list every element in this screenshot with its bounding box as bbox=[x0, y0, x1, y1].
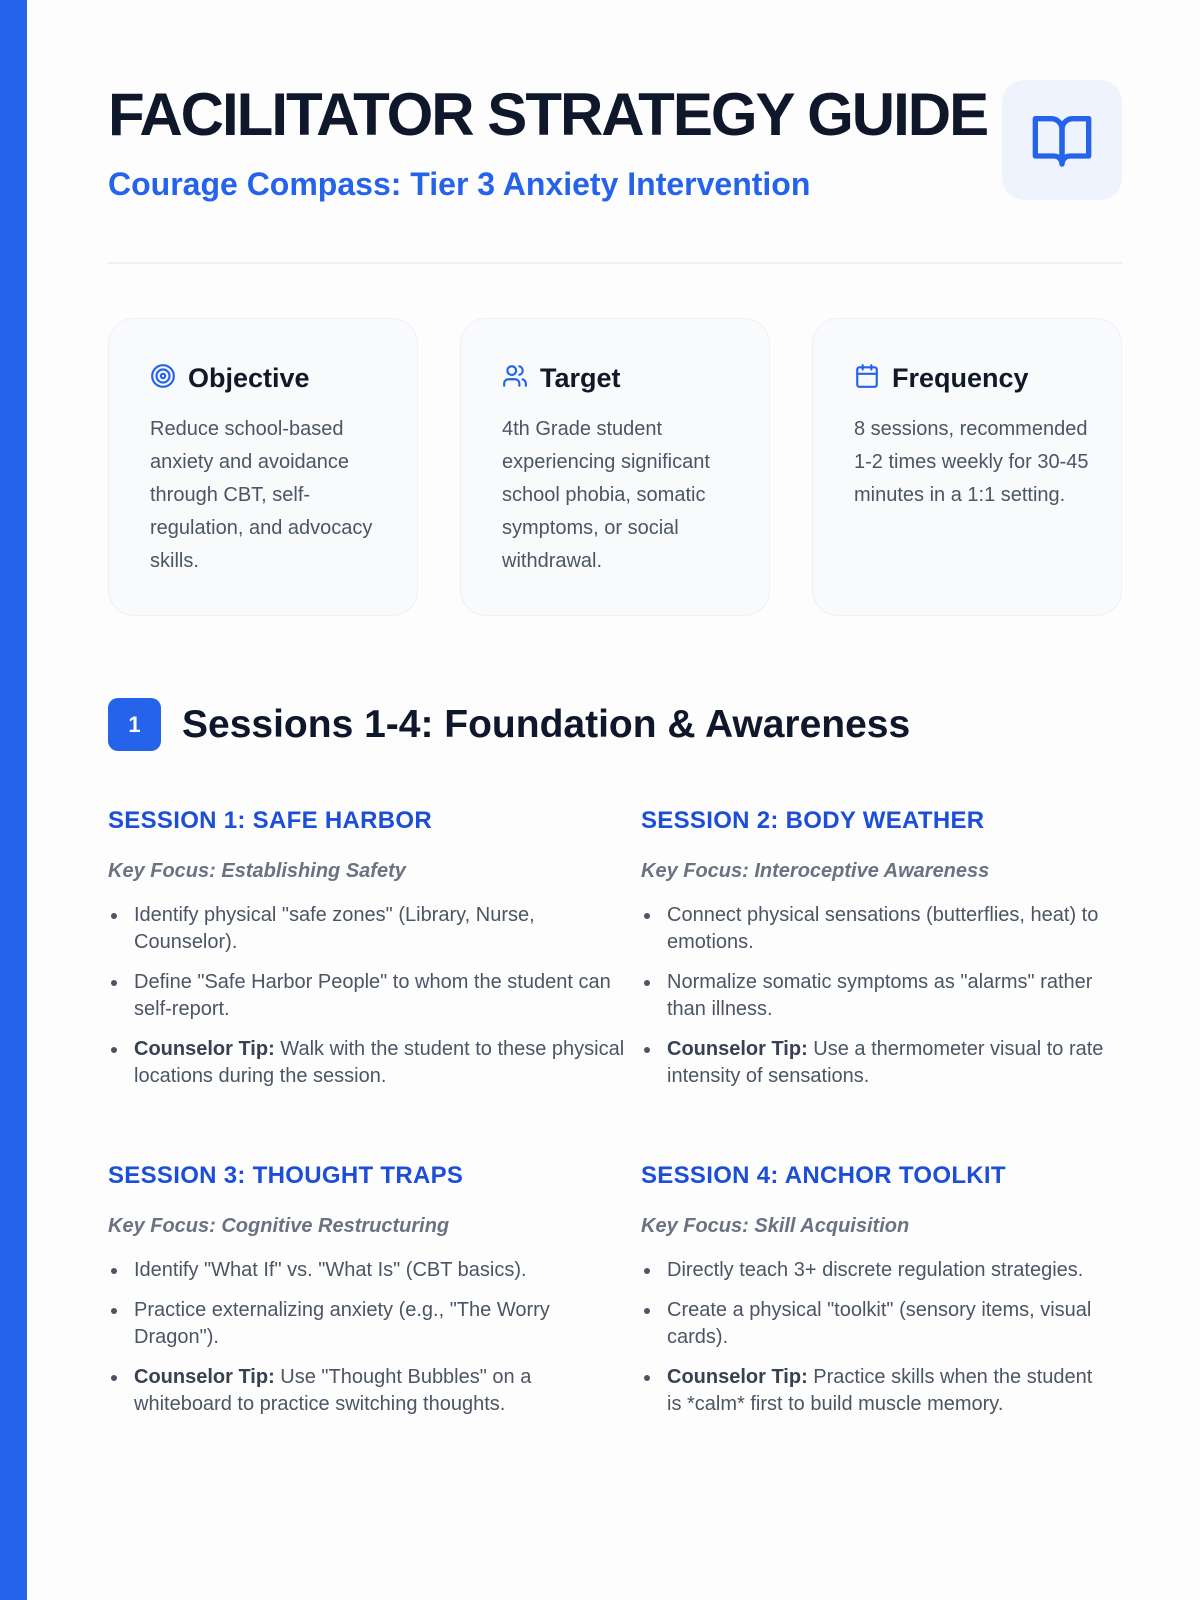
session-focus: Key Focus: Cognitive Restructuring bbox=[108, 1215, 450, 1237]
session-title: SESSION 1: SAFE HARBOR bbox=[108, 807, 432, 834]
section-number-badge: 1 bbox=[108, 698, 161, 751]
list-item: Identify "What If" vs. "What Is" (CBT basics). bbox=[108, 1257, 641, 1284]
card-body: Reduce school-based anxiety and avoidance through CBT, self-regulation, and advocacy skills. bbox=[150, 418, 373, 572]
counselor-tip bbox=[108, 1364, 641, 1418]
page bbox=[108, 0, 1122, 1415]
sessions-grid bbox=[108, 806, 1122, 1431]
list-item: Create a physical "toolkit" (sensory items, visual cards). bbox=[641, 1297, 1122, 1351]
users-icon bbox=[502, 363, 528, 394]
tip-label: Counselor Tip: bbox=[667, 1038, 808, 1060]
header bbox=[108, 0, 1122, 264]
session-focus: Key Focus: Skill Acquisition bbox=[641, 1215, 910, 1237]
tip-label: Counselor Tip: bbox=[667, 1366, 808, 1388]
calendar-icon bbox=[854, 363, 880, 394]
tip-label: Counselor Tip: bbox=[134, 1038, 275, 1060]
card-frequency bbox=[812, 318, 1122, 616]
tip-text: Walk with the student to these physical locations during the session. bbox=[134, 1038, 625, 1087]
session-1 bbox=[108, 806, 641, 1103]
list-item: Directly teach 3+ discrete regulation strategies. bbox=[641, 1257, 1122, 1284]
tip-text: Use "Thought Bubbles" on a whiteboard to practice switching thoughts. bbox=[134, 1366, 532, 1415]
card-title: Objective bbox=[188, 362, 310, 393]
card-title: Frequency bbox=[892, 362, 1029, 393]
target-icon bbox=[150, 363, 176, 394]
page-title: FACILITATOR STRATEGY GUIDE bbox=[108, 81, 988, 148]
card-body: 8 sessions, recommended 1-2 times weekly for 30-45 minutes in a 1:1 setting. bbox=[854, 418, 1089, 506]
session-2 bbox=[641, 806, 1122, 1103]
session-bullets bbox=[641, 902, 1122, 1090]
session-3 bbox=[108, 1161, 641, 1431]
section-heading bbox=[108, 698, 910, 751]
card-title: Target bbox=[540, 362, 621, 393]
session-4 bbox=[641, 1161, 1122, 1431]
session-title: SESSION 3: THOUGHT TRAPS bbox=[108, 1162, 464, 1189]
accent-bar bbox=[0, 0, 27, 1600]
session-bullets bbox=[108, 902, 641, 1090]
counselor-tip bbox=[641, 1364, 1122, 1418]
overview-cards bbox=[108, 318, 1122, 616]
counselor-tip bbox=[641, 1036, 1122, 1090]
tip-text: Practice skills when the student is *calm* first to build muscle memory. bbox=[667, 1366, 1093, 1415]
session-bullets bbox=[108, 1257, 641, 1418]
card-target bbox=[460, 318, 770, 616]
list-item: Connect physical sensations (butterflies, heat) to emotions. bbox=[641, 902, 1122, 956]
page-subtitle: Courage Compass: Tier 3 Anxiety Intervention bbox=[108, 166, 811, 202]
session-focus: Key Focus: Establishing Safety bbox=[108, 860, 406, 882]
list-item: Identify physical "safe zones" (Library, Nurse, Counselor). bbox=[108, 902, 641, 956]
card-objective bbox=[108, 318, 418, 616]
session-title: SESSION 4: ANCHOR TOOLKIT bbox=[641, 1162, 1006, 1189]
session-bullets bbox=[641, 1257, 1122, 1418]
session-focus: Key Focus: Interoceptive Awareness bbox=[641, 860, 990, 882]
section-title: Sessions 1-4: Foundation & Awareness bbox=[182, 702, 911, 746]
counselor-tip bbox=[108, 1036, 641, 1090]
card-body: 4th Grade student experiencing significant school phobia, somatic symptoms, or social withdrawal. bbox=[502, 418, 710, 572]
tip-label: Counselor Tip: bbox=[134, 1366, 275, 1388]
book-open-icon bbox=[1002, 80, 1122, 200]
tip-text: Use a thermometer visual to rate intensity of sensations. bbox=[667, 1038, 1104, 1087]
list-item: Practice externalizing anxiety (e.g., "The Worry Dragon"). bbox=[108, 1297, 641, 1351]
list-item: Normalize somatic symptoms as "alarms" rather than illness. bbox=[641, 969, 1122, 1023]
list-item: Define "Safe Harbor People" to whom the student can self-report. bbox=[108, 969, 641, 1023]
session-title: SESSION 2: BODY WEATHER bbox=[641, 807, 985, 834]
